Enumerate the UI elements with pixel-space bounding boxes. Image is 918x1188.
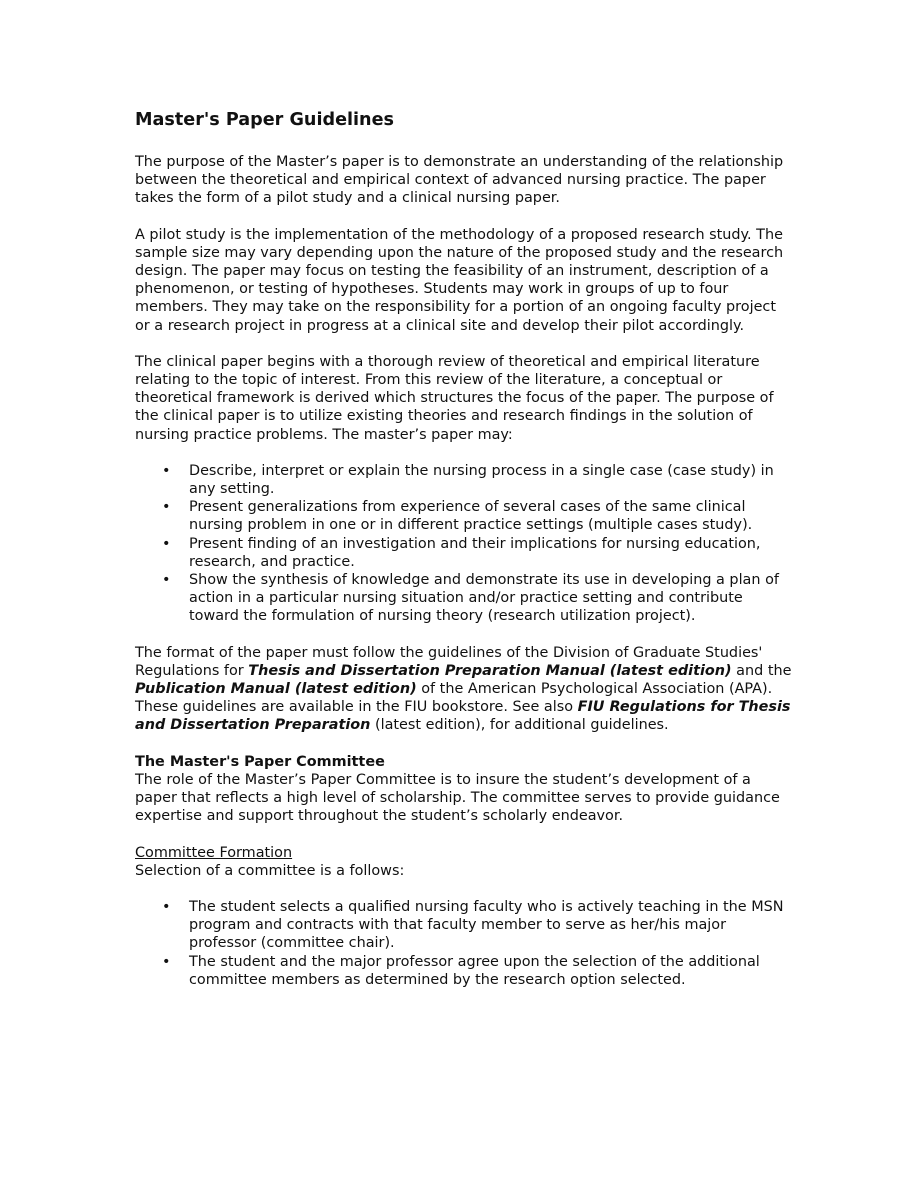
list-item: • The student and the major professor agree upon the selection of the additional committee members as determined by the research option selected. (162, 953, 760, 988)
page-title: Master's Paper Guidelines (135, 110, 394, 130)
formation-intro: Selection of a committee is a follows: (135, 862, 405, 879)
committee-selection-list (135, 898, 795, 989)
committee-section (135, 753, 795, 826)
formation-section (135, 844, 795, 880)
committee-paragraph: The role of the Master’s Paper Committee is to insure the student’s development of a paper that reflects a high level of scholarship. The committee serves to provide guidance expertise and support throughout the student’s scholarly endeavor. (135, 771, 780, 825)
list-item: • Show the synthesis of knowledge and demonstrate its use in developing a plan of action in a particular nursing situation and/or practice setting and contribute toward the formulation of nursing theory (research utilization project). (162, 572, 779, 625)
manual-title: Thesis and Dissertation Preparation Manual (latest edition) (248, 662, 732, 679)
list-item: • The student selects a qualified nursing faculty who is actively teaching in the MSN program and contracts with that faculty member to serve as her/his major professor (committee chair). (162, 898, 784, 952)
document-body (135, 109, 795, 1007)
committee-heading: The Master's Paper Committee (135, 753, 385, 770)
publication-manual-title: Publication Manual (latest edition) (135, 681, 417, 698)
bullet-icon: • (162, 535, 171, 552)
bullet-icon: • (162, 953, 171, 970)
bullet-icon: • (162, 462, 171, 479)
clinical-paper-paragraph: The clinical paper begins with a thorough review of theoretical and empirical literature relating to the topic of interest. From this review of the literature, a conceptual or theoretical framework is derived which structures the focus of the paper. The purpose of the clinical paper is to utilize existing theories and research findings in the solution of nursing practice problems. The master’s paper may: (135, 353, 774, 443)
bullet-icon: • (162, 572, 171, 589)
formation-heading: Committee Formation (135, 844, 293, 861)
bullet-icon: • (162, 898, 171, 915)
list-item: • Present finding of an investigation and their implications for nursing education, research, and practice. (162, 535, 761, 570)
purpose-paragraph: The purpose of the Master’s paper is to demonstrate an understanding of the relationship between the theoretical and empirical context of advanced nursing practice. The paper takes the form of a pilot study and a clinical nursing paper. (135, 154, 784, 207)
masters-paper-options-list (135, 462, 795, 626)
bullet-icon: • (162, 499, 171, 516)
pilot-study-paragraph: A pilot study is the implementation of the methodology of a proposed research study. The sample size may vary depending upon the nature of the proposed study and the research design. The paper may focus on testing the feasibility of an instrument, description of a phenomenon, or testing of hypotheses. Students may work in groups of up to four members. They may take on the responsibility for a portion of an ongoing faculty project or a research project in progress at a clinical site and develop their pilot accordingly. (135, 226, 784, 334)
list-item: • Describe, interpret or explain the nursing process in a single case (case study) in any setting. (162, 462, 774, 498)
format-paragraph: The format of the paper must follow the guidelines of the Division of Graduate Studies' Regulations for Thesis and Dissertation Preparation Manual (latest edition) and the Publication Manual (latest edition) of the American Psychological Association (APA). These guidelines are available in the FIU bookstore. See also FIU Regulations for Thesis and Dissertation Preparation (latest edition), for additional guidelines. (135, 644, 792, 734)
fiu-regulations-title: FIU Regulations for Thesis and Dissertation Preparation (135, 699, 791, 734)
list-item: • Present generalizations from experience of several cases of the same clinical nursing problem in one or in different practice settings (multiple cases study). (162, 499, 753, 534)
